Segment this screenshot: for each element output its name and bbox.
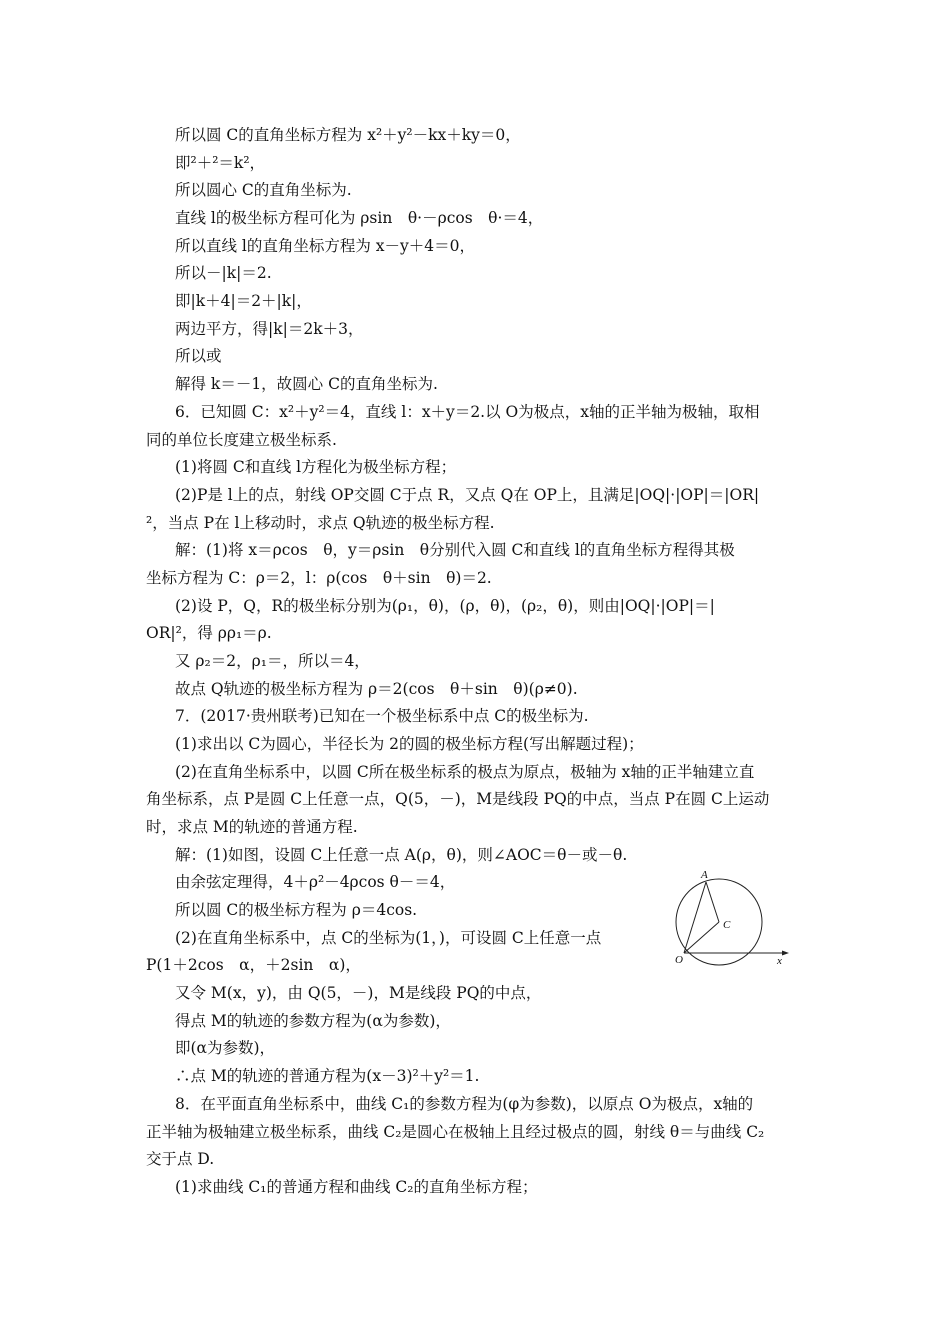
label-c: C: [723, 919, 731, 931]
text-line: 时，求点 M的轨迹的普通方程.: [146, 818, 358, 836]
x-axis-arrow: [782, 951, 789, 956]
text-line: 所以或: [175, 347, 222, 365]
text-line: 坐标方程为 C：ρ＝2，l：ρ(cos θ＋sin θ)＝2.: [146, 569, 492, 587]
text-line: 即²＋²＝k²，: [175, 154, 266, 172]
problem-8-stem: 8．在平面直角坐标系中，曲线 C₁的参数方程为(φ为参数)，以原点 O为极点，x轴的: [175, 1095, 754, 1113]
text-line: 又 ρ₂＝2，ρ₁＝，所以＝4，: [175, 652, 370, 670]
text-line: (2)在直角坐标系中，以圆 C所在极坐标系的极点为原点，极轴为 x轴的正半轴建立直: [175, 763, 755, 781]
text-line: OR|²，得 ρρ₁＝ρ.: [146, 624, 272, 642]
text-line: P(1＋2cos α，＋2sin α)，: [146, 956, 361, 974]
text-line: (1)求出以 C为圆心，半径长为 2的圆的极坐标方程(写出解题过程)；: [175, 735, 644, 753]
text-line: 直线 l的极坐标方程可化为 ρsin θ·－ρcos θ·＝4，: [175, 209, 544, 227]
text-line: ²，当点 P在 l上移动时，求点 Q轨迹的极坐标方程.: [146, 514, 495, 532]
text-line: 两边平方，得|k|＝2k＋3，: [175, 320, 364, 338]
text-line: 又令 M(x，y)，由 Q(5，－)，M是线段 PQ的中点，: [175, 984, 542, 1002]
problem-7-stem: 7．(2017·贵州联考)已知在一个极坐标系中点 C的极坐标为.: [175, 707, 589, 725]
text-line: 所以－|k|＝2.: [175, 264, 272, 282]
circle-diagram: [672, 868, 794, 970]
segment-ac: [706, 882, 719, 922]
label-o: O: [675, 954, 683, 966]
text-line: 故点 Q轨迹的极坐标方程为 ρ＝2(cos θ＋sin θ)(ρ≠0).: [175, 680, 578, 698]
text-line: 角坐标系，点 P是圆 C上任意一点，Q(5，－)，M是线段 PQ的中点，当点 P在圆 C上运动: [146, 790, 770, 808]
text-line: 同的单位长度建立极坐标系.: [146, 431, 337, 449]
label-x: x: [777, 955, 782, 967]
text-line: ∴点 M的轨迹的普通方程为(x－3)²＋y²＝1.: [175, 1067, 480, 1085]
text-line: 解：(1)将 x＝ρcos θ，y＝ρsin θ分别代入圆 C和直线 l的直角坐标方程得其极: [175, 541, 735, 559]
text-line: 交于点 D.: [146, 1150, 215, 1168]
text-line: 得点 M的轨迹的参数方程为(α为参数)，: [175, 1012, 451, 1030]
text-line: 所以圆心 C的直角坐标为.: [175, 181, 352, 199]
text-line: 所以直线 l的直角坐标方程为 x－y＋4＝0，: [175, 237, 476, 255]
text-line: 所以圆 C的极坐标方程为 ρ＝4cos.: [175, 901, 418, 919]
text-line: 即|k＋4|＝2＋|k|，: [175, 292, 312, 310]
label-a: A: [701, 869, 708, 881]
text-line: 即(α为参数)，: [175, 1039, 276, 1057]
problem-6-stem: 6．已知圆 C：x²＋y²＝4，直线 l：x＋y＝2.以 O为极点，x轴的正半轴为极轴，取相: [175, 403, 760, 421]
text-line: (2)设 P，Q，R的极坐标分别为(ρ₁，θ)，(ρ，θ)，(ρ₂，θ)，则由|OQ|·|OP|＝|: [175, 597, 715, 615]
text-line: 解得 k＝－1，故圆心 C的直角坐标为.: [175, 375, 438, 393]
text-line: 解：(1)如图，设圆 C上任意一点 A(ρ，θ)，则∠AOC＝θ－或－θ.: [175, 846, 628, 864]
text-line: (2)在直角坐标系中，点 C的坐标为(1，)，可设圆 C上任意一点: [175, 929, 602, 947]
text-line: 正半轴为极轴建立极坐标系，曲线 C₂是圆心在极轴上且经过极点的圆，射线 θ＝与曲线 C₂: [146, 1123, 765, 1141]
text-line: (2)P是 l上的点，射线 OP交圆 C于点 R，又点 Q在 OP上，且满足|OQ|·|OP|＝|OR|: [175, 486, 760, 504]
text-line: 由余弦定理得，4＋ρ²－4ρcos θ－＝4，: [175, 873, 456, 891]
text-line: (1)将圆 C和直线 l方程化为极坐标方程；: [175, 458, 457, 476]
text-line: 所以圆 C的直角坐标方程为 x²＋y²－kx＋ky＝0，: [175, 126, 521, 144]
text-line: (1)求曲线 C₁的普通方程和曲线 C₂的直角坐标方程；: [175, 1178, 538, 1196]
